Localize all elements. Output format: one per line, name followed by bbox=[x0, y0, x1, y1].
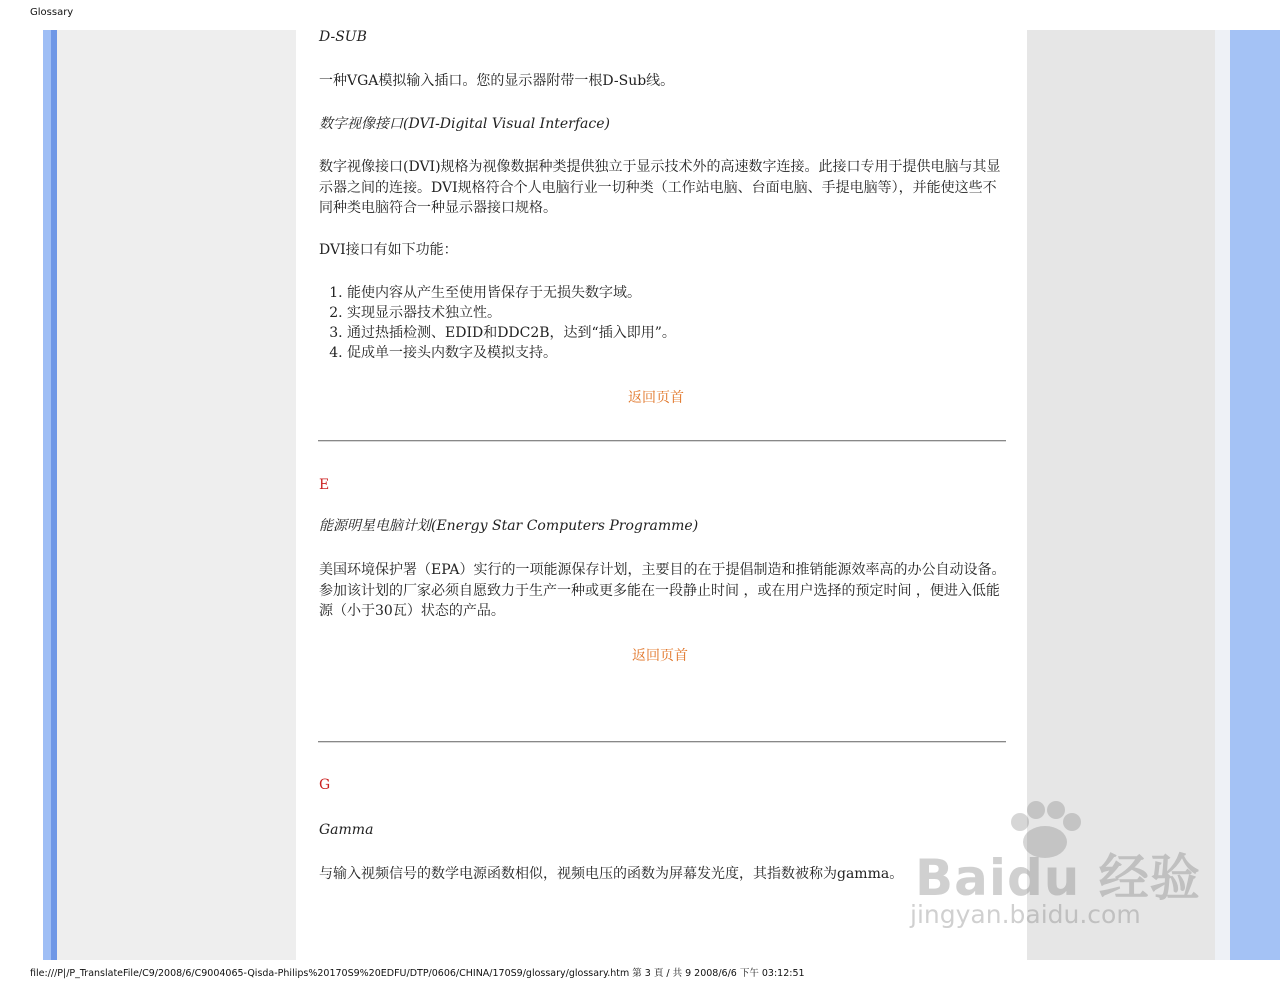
list-item: 3. 通过热插检测、EDID和DDC2B，达到“插入即用”。 bbox=[347, 323, 676, 343]
term-energy-star: 能源明星电脑计划(Energy Star Computers Programme) bbox=[319, 518, 699, 534]
description-dvi: 数字视像接口(DVI)规格为视像数据种类提供独立于显示技术外的高速数字连接。此接口专用于提供电脑与其显示器之间的连接。DVI规格符合个人电脑行业一切种类（工作站电脑、台面电脑、手提电脑等），并能使这些不同种类电脑符合一种显示器接口规格。 bbox=[319, 159, 1001, 216]
back-to-top-link[interactable]: 返回页首 bbox=[628, 390, 684, 406]
section-divider bbox=[318, 741, 1006, 743]
window-title: Glossary bbox=[30, 7, 74, 18]
left-sidebar-panel bbox=[57, 30, 296, 960]
dvi-features-list bbox=[318, 283, 676, 363]
description-energy-star: 美国环境保护署（EPA）实行的一项能源保存计划，主要目的在于提倡制造和推销能源效率高的办公自动设备。参加该计划的厂家必须自愿致力于生产一种或更多能在一段静止时间 ，或在用户选择的预定时间 ，便进入低能源（小于30瓦）状态的产品。 bbox=[319, 562, 1006, 619]
term-dsub: D-SUB bbox=[319, 29, 367, 45]
watermark-url: jingyan.baidu.com bbox=[910, 900, 1141, 929]
description-gamma: 与输入视频信号的数学电源函数相似，视频电压的函数为屏幕发光度，其指数被称为gamma。 bbox=[319, 866, 904, 882]
list-item: 1. 能使内容从产生至使用皆保存于无损失数字域。 bbox=[347, 283, 676, 303]
term-gamma: Gamma bbox=[319, 822, 374, 838]
description-dsub: 一种VGA模拟输入插口。您的显示器附带一根D-Sub线。 bbox=[319, 73, 675, 89]
list-item: 2. 实现显示器技术独立性。 bbox=[347, 303, 676, 323]
list-item: 4. 促成单一接头内数字及模拟支持。 bbox=[347, 343, 676, 363]
letter-heading-g: G bbox=[319, 777, 331, 793]
dvi-features-intro: DVI接口有如下功能： bbox=[319, 242, 458, 258]
back-to-top-link[interactable]: 返回页首 bbox=[632, 648, 688, 664]
page-footer: file:///P|/P_TranslateFile/C9/2008/6/C9004065-Qisda-Philips%20170S9%20EDFU/DTP/0606/CHINA/170S9/glossary/glossary.htm 第 3 頁 / 共 9 2008/6/6 下午 03:12:51 bbox=[30, 968, 805, 979]
baidu-watermark bbox=[905, 800, 1205, 940]
watermark-logo: Baidu 经验 bbox=[915, 849, 1201, 907]
term-dvi: 数字视像接口(DVI-Digital Visual Interface) bbox=[319, 116, 610, 132]
right-frame-gap bbox=[1215, 30, 1230, 960]
right-frame-stripe bbox=[1230, 30, 1280, 960]
section-divider bbox=[318, 440, 1006, 442]
letter-heading-e: E bbox=[319, 477, 330, 493]
